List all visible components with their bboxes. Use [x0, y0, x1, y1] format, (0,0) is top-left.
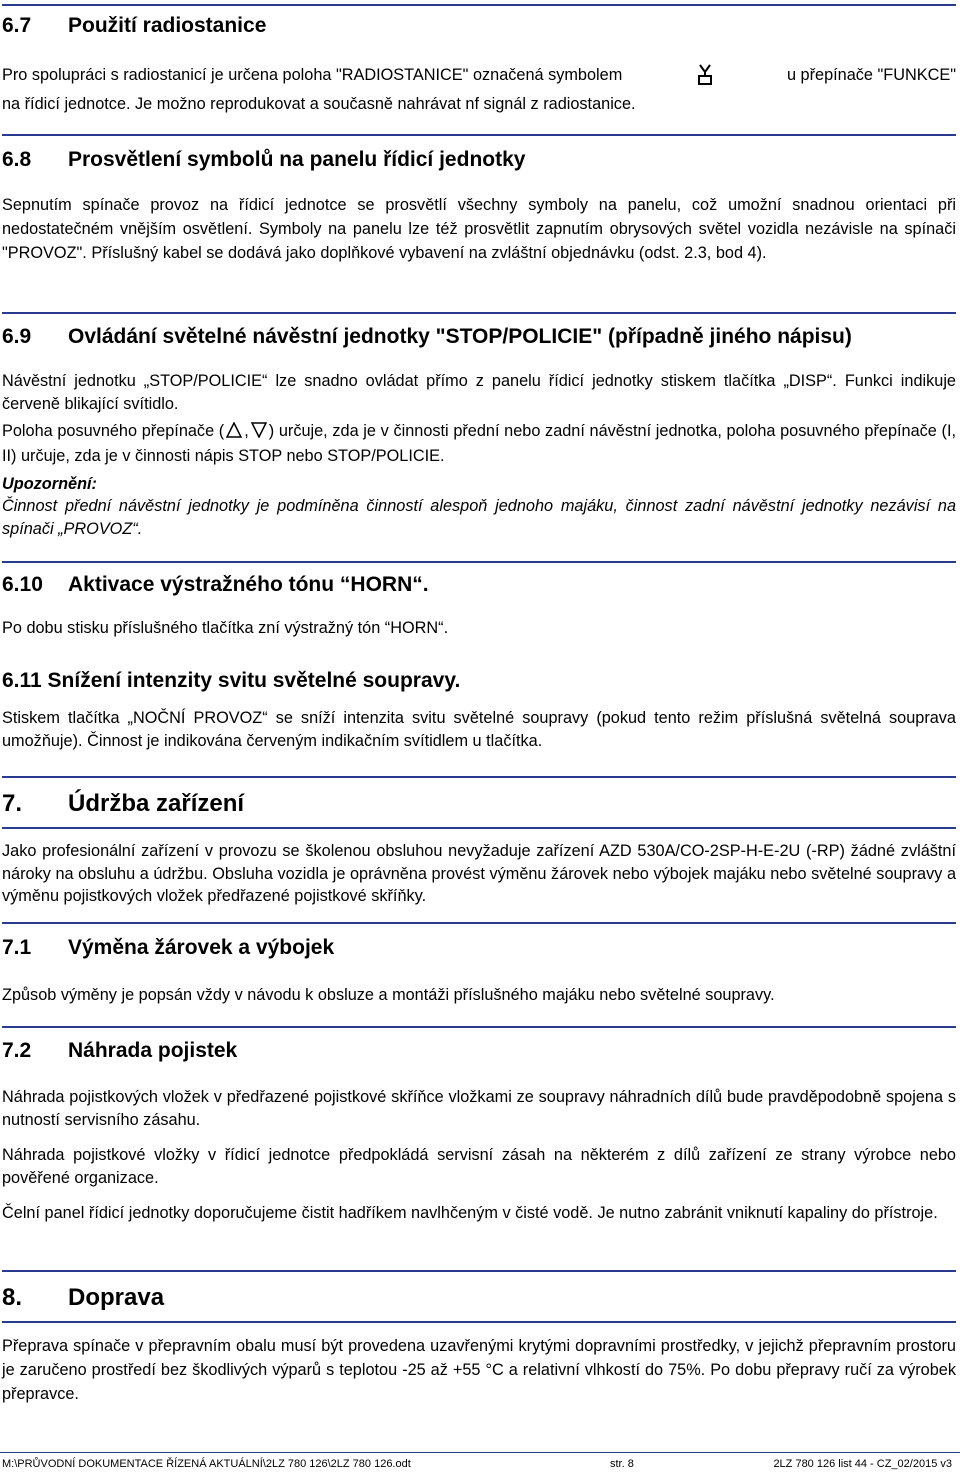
- rule-7-under: [2, 827, 956, 829]
- heading-6-8: [2, 148, 525, 172]
- heading-6-9: [2, 325, 852, 349]
- radio-text-c: na řídicí jednotce. Je možno reprodukovat a současně nahrávat nf signál z radiostanice.: [2, 94, 636, 113]
- paragraph-backlight: Sepnutím spínače provoz na řídicí jednotce se prosvětlí všechny symboly na panelu, což umožní snadnou orientaci při nedostatečném vnějším osvětlení. Symboly na panelu lze též prosvětlit zapnutím obrysových světel vozidla nezávisle na spínači "PROVOZ". Příslušný kabel se dodává jako doplňkové vybavení na zvláštní objednávku (odst. 2.3, bod 4).: [2, 196, 956, 262]
- rule-7-1: [2, 922, 956, 924]
- paragraph-fuses-1: Náhrada pojistkových vložek v předřazené pojistkové skříňce vložkami ze soupravy náhradních dílů bude pravděpodobně spojena s nutností servisního zásahu.: [2, 1088, 956, 1129]
- rule-8-under: [2, 1321, 956, 1323]
- triangle-down-icon: [251, 422, 267, 445]
- radio-antenna-icon: [695, 64, 715, 93]
- paragraph-night: Stiskem tlačítka „NOČNÍ PROVOZ“ se sníží intenzita svitu světelné soupravy (pokud tento režim příslušná světelná souprava umožňuje). Činnost je indikována červeným indikačním svítidlem u tlačítka.: [2, 709, 956, 750]
- heading-number: 7.: [2, 790, 23, 817]
- triangle-up-icon: [226, 422, 242, 445]
- paragraph-bulbs: Způsob výměny je popsán vždy v návodu k obsluze a montáži příslušného majáku nebo světelné soupravy.: [2, 986, 775, 1004]
- heading-title: Doprava: [68, 1284, 165, 1311]
- paragraph-stop-police: Návěstní jednotku „STOP/POLICIE“ lze snadno ovládat přímo z panelu řídicí jednotky stiskem tlačítka „DISP“. Funkci indikuje červeně blikající svítidlo.: [2, 372, 956, 413]
- paragraph-horn: Po dobu stisku příslušného tlačítka zní výstražný tón “HORN“.: [2, 619, 449, 637]
- heading-8: [2, 1284, 164, 1312]
- footer-rule: [0, 1452, 960, 1453]
- heading-7-2: [2, 1039, 237, 1063]
- paragraph-radio: [2, 64, 956, 115]
- heading-number: 8.: [2, 1284, 23, 1311]
- radio-text-a: Pro spolupráci s radiostanicí je určena poloha "RADIOSTANICE" označená symbolem: [2, 66, 623, 84]
- note-label: Upozornění:: [2, 475, 97, 493]
- footer-doc: 2LZ 780 126 list 44 - CZ_02/2015 v3: [773, 1458, 952, 1470]
- rule-6-8: [2, 134, 956, 136]
- heading-6-10: [2, 573, 429, 597]
- note-text: Činnost přední návěstní jednotky je podmíněna činností alespoň jednoho majáku, činnost zadní návěstní jednotky nezávisí na spínači „PROVOZ“.: [2, 497, 956, 538]
- paragraph-transport: Přeprava spínače v přepravním obalu musí být provedena uzavřenými krytými dopravními prostředky, v jejichž přepravním prostoru je zaručeno prostředí bez škodlivých výparů s teplotou -25 až +55 °C a relativní vlhkostí do 75%. Po dobu přepravy ručí za výrobek přepravce.: [2, 1337, 956, 1403]
- heading-title: Prosvětlení symbolů na panelu řídicí jednotky: [68, 148, 526, 171]
- rule-7: [2, 776, 956, 778]
- heading-title: Náhrada pojistek: [68, 1039, 238, 1062]
- slider-text-c: ) určuje, zda je v činnosti přední nebo zadní návěstní jednotka, poloha posuvného přepínače (I, II) určuje, zda je v činnosti nápis STOP nebo STOP/POLICIE.: [2, 422, 956, 465]
- slider-text-b: ,: [244, 422, 249, 440]
- heading-title: Aktivace výstražného tónu “HORN“.: [68, 573, 429, 596]
- heading-7: [2, 790, 244, 818]
- heading-number: 6.9: [2, 325, 32, 348]
- heading-number: 7.2: [2, 1039, 32, 1062]
- heading-title: Výměna žárovek a výbojek: [68, 936, 335, 959]
- footer-page: str. 8: [610, 1458, 634, 1470]
- footer-path: M:\PRŮVODNÍ DOKUMENTACE ŘÍZENÁ AKTUÁLNÍ\2LZ 780 126\2LZ 780 126.odt: [2, 1458, 411, 1470]
- heading-number: 6.10: [2, 573, 43, 596]
- heading-number: 7.1: [2, 936, 32, 959]
- rule-8: [2, 1270, 956, 1272]
- heading-6-11: 6.11 Snížení intenzity svitu světelné soupravy.: [2, 669, 461, 692]
- rule-top: [2, 4, 956, 6]
- heading-number: 6.8: [2, 148, 32, 171]
- rule-7-2: [2, 1026, 956, 1028]
- paragraph-maintenance: Jako profesionální zařízení v provozu se školenou obsluhou nevyžaduje zařízení AZD 530A/CO-2SP-H-E-2U (-RP) žádné zvláštní nároky na obsluhu a údržbu. Obsluha vozidla je oprávněna provést výměnu žárovek nebo výbojek majáku nebo světelné soupravy a výměnu pojistkových vložek předřazené pojistkové skříňky.: [2, 842, 956, 905]
- rule-6-10: [2, 561, 956, 563]
- heading-title: Použití radiostanice: [68, 14, 267, 37]
- heading-6-7: [2, 14, 266, 38]
- heading-title: Ovládání světelné návěstní jednotky "STOP/POLICIE" (případně jiného nápisu): [68, 325, 852, 348]
- heading-title: Údržba zařízení: [68, 790, 245, 817]
- heading-number: 6.7: [2, 14, 32, 37]
- paragraph-fuses-3: Čelní panel řídicí jednotky doporučujeme čistit hadříkem navlhčeným v čisté vodě. Je nutno zabránit vniknutí kapaliny do přístroje.: [2, 1204, 938, 1222]
- slider-text-a: Poloha posuvného přepínače (: [2, 422, 225, 440]
- paragraph-fuses-2: Náhrada pojistkové vložky v řídicí jednotce předpokládá servisní zásah na některém z dílů zařízení ze strany výrobce nebo pověřené organizace.: [2, 1146, 956, 1187]
- rule-6-9: [2, 312, 956, 314]
- heading-7-1: [2, 936, 334, 960]
- radio-text-b: u přepínače "FUNKCE": [786, 66, 956, 84]
- paragraph-slider: [2, 420, 956, 467]
